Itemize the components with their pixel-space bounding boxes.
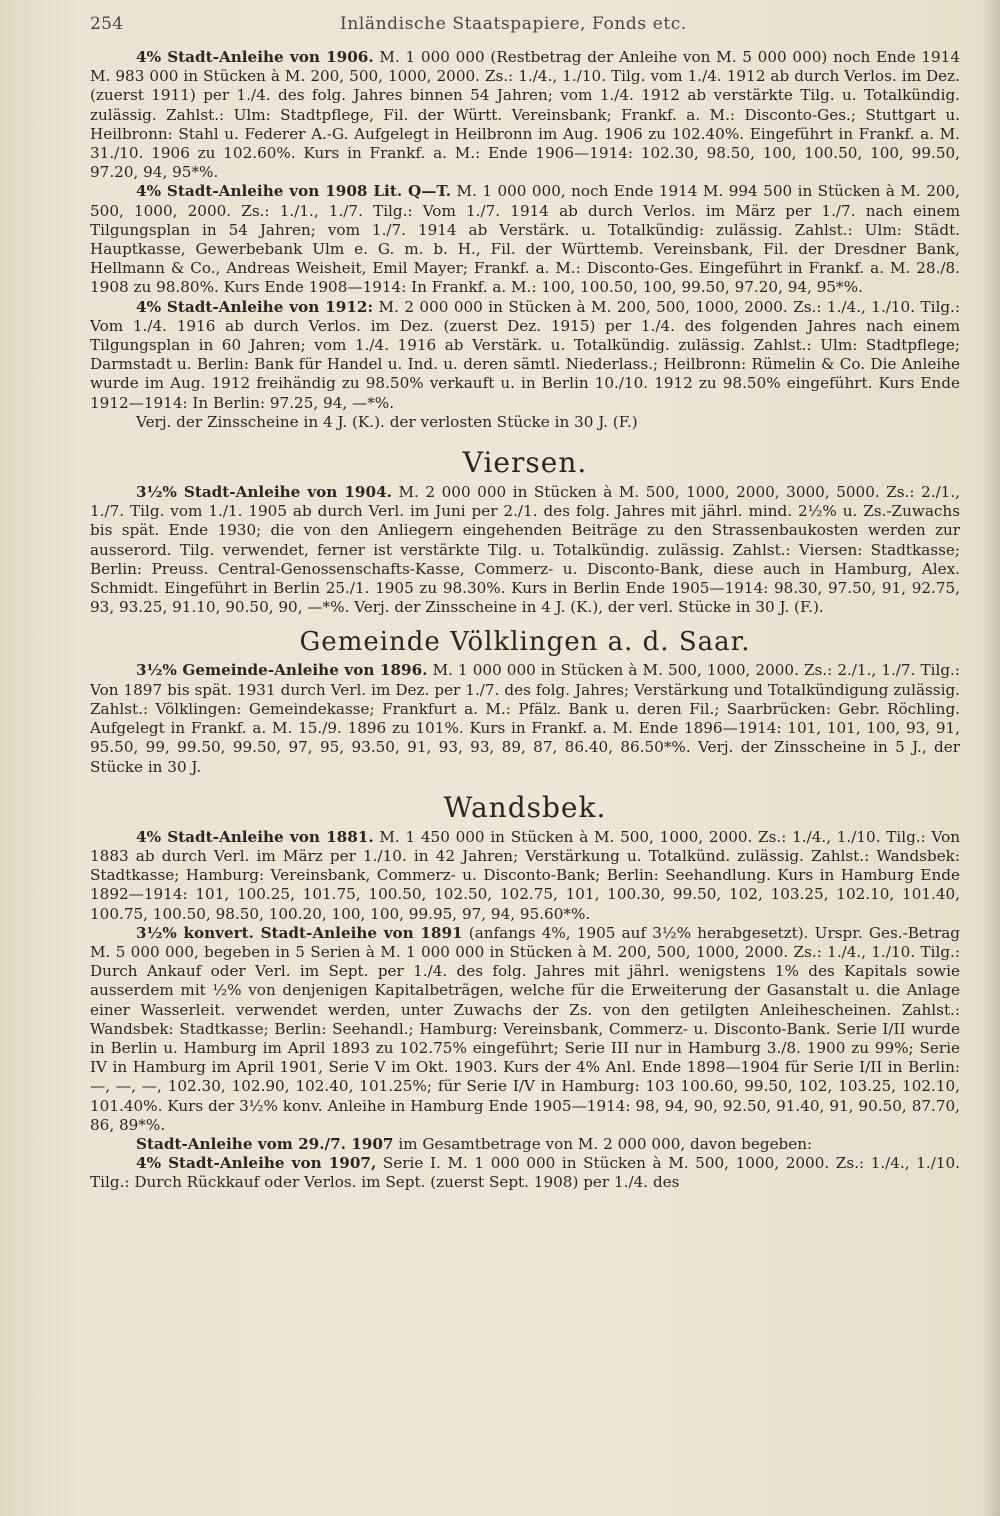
running-title: Inländische Staatspapiere, Fonds etc. (340, 14, 687, 34)
entry (90, 48, 960, 182)
section-ulm-continuation (90, 48, 960, 432)
section-title: Gemeinde Völklingen a. d. Saar. (299, 627, 751, 658)
section-title: Wandsbek. (443, 790, 607, 824)
entry-head: 4% Stadt-Anleihe von 1881. (136, 827, 374, 846)
entry-text: M. 2 000 000 in Stücken à M. 500, 1000, 2000, 3000, 5000. Zs.: 2./1., 1./7. Tilg. vom 1./1. 1905 ab durch Verl. im Juni per 2./1. des folg. Jahres mit jährl. mind. 2½% u. Zs.-Zuwachs bis spät. Ende 1930; die von den Anliegern eingehenden Beiträge zu den Strassenbaukosten werden zur ausserord. Tilg. verwendet, ferner ist verstärkte Tilg. u. Totalkündig. zulässig. Zahlst.: Viersen: Stadtkasse; Berlin: Preuss. Central-Genossenschafts-Kasse, Commerz- u. Disconto-Bank, diese auch in Hamburg, Alex. Schmidt. Eingeführt in Berlin 25./1. 1905 zu 98.30%. Kurs in Berlin Ende 1905—1914: 98.30, 97.50, 91, 92.75, 93, 93.25, 91.10, 90.50, 90, —*%. Verj. der Zinsscheine in 4 J. (K.), der verl. Stücke in 30 J. (F.). (90, 483, 960, 617)
entry-head: 4% Stadt-Anleihe von 1907, (136, 1154, 377, 1173)
entry-text: Serie I. M. 1 000 000 in Stücken à M. 500, 1000, 2000. Zs.: 1./4., 1./10. Tilg.: Durch Rückkauf oder Verlos. im Sept. (zuerst Sept. 1908) per 1./4. des (90, 1154, 960, 1192)
entry (90, 924, 960, 1135)
entry (90, 661, 960, 776)
entry-text: M. 1 000 000, noch Ende 1914 M. 994 500 in Stücken à M. 200, 500, 1000, 2000. Zs.: 1./1., 1./7. Tilg.: Vom 1./7. 1914 ab durch Verlos. im März per 1./7. nach einem Tilgungsplan in 54 Jahren; vom 1./7. 1914 ab Verstärk. u. Totalkündig: zulässig. Zahlst.: Ulm: Städt. Hauptkasse, Gewerbebank Ulm e. G. m. b. H., Fil. der Württemb. Vereinsbank, Fil. der Dresdner Bank, Hellmann & Co., Andreas Weisheit, Emil Mayer; Frankf. a. M.: Disconto-Ges. Eingeführt in Frankf. a. M. 28./8. 1908 zu 98.80%. Kurs Ende 1908—1914: In Frankf. a. M.: 100, 100.50, 100, 99.50, 97.20, 94, 95*%. (90, 182, 961, 297)
entry (90, 1154, 960, 1192)
entry-head: 3½% konvert. Stadt-Anleihe von 1891 (136, 923, 463, 942)
entry-text: M. 1 000 000 in Stücken à M. 500, 1000, 2000. Zs.: 2./1., 1./7. Tilg.: Von 1897 bis spät. 1931 durch Verl. im Dez. per 1./7. des folg. Jahres; Verstärkung und Totalkündigung zulässig. Zahlst.: Völklingen: Gemeindekasse; Frankfurt a. M.: Pfälz. Bank u. deren Fil.; Saarbrücken: Gebr. Röchling. Aufgelegt in Frankf. a. M. 15./9. 1896 zu 101%. Kurs in Frankf. a. M. Ende 1896—1914: 101, 101, 100, 93, 91, 95.50, 99, 99.50, 99.50, 97, 95, 93.50, 91, 93, 93, 89, 87, 86.40, 86.50*%. Verj. der Zinsscheine in 5 J., der Stücke in 30 J. (90, 661, 960, 776)
entry-text: M. 1 000 000 (Restbetrag der Anleihe von M. 5 000 000) noch Ende 1914 M. 983 000 in Stücken à M. 200, 500, 1000, 2000. Zs.: 1./4., 1./10. Tilg. vom 1./4. 1912 ab durch Verlos. im Dez. (zuerst 1911) per 1./4. des folg. Jahres binnen 54 Jahren; vom 1./4. 1912 ab verstärkte Tilg. u. Totalkündig. zulässig. Zahlst.: Ulm: Stadtpflege, Fil. der Württ. Vereinsbank; Frankf. a. M.: Disconto-Ges.; Stuttgart u. Heilbronn: Stahl u. Federer A.-G. Aufgelegt in Heilbronn im Aug. 1906 zu 102.40%. Eingeführt in Frankf. a. M. 31./10. 1906 zu 102.60%. Kurs in Frankf. a. M.: Ende 1906—1914: 102.30, 98.50, 100, 100.50, 100, 99.50, 97.20, 94, 95*%. (90, 48, 960, 182)
entry-text: M. 1 450 000 in Stücken à M. 500, 1000, 2000. Zs.: 1./4., 1./10. Tilg.: Von 1883 ab durch Verl. im März per 1./10. in 42 Jahren; Verstärkung u. Totalkünd. zulässig. Zahlst.: Wandsbek: Stadtkasse; Hamburg: Vereinsbank, Commerz- u. Disconto-Bank; Berlin: Seehandlung. Kurs in Hamburg Ende 1892—1914: 101, 100.25, 101.75, 100.50, 102.50, 102.75, 101, 100.30, 99.50, 102, 103.25, 102.10, 101.40, 100.75, 100.50, 98.50, 100.20, 100, 100, 99.95, 97, 94, 95.60*%. (90, 827, 960, 923)
entry (90, 828, 960, 924)
entry-head: 4% Stadt-Anleihe von 1906. (136, 48, 374, 66)
entry (90, 483, 960, 617)
entry-head: 4% Stadt-Anleihe von 1908 Lit. Q—T. (136, 182, 452, 201)
entry-head: Stadt-Anleihe vom 29./7. 1907 (136, 1134, 394, 1153)
section-viersen (90, 446, 960, 617)
entry-head: 3½% Gemeinde-Anleihe von 1896. (136, 661, 428, 680)
entry (90, 182, 960, 297)
entry-text: im Gesamtbetrage von M. 2 000 000, davon begeben: (398, 1134, 813, 1153)
verjaehrung-note: Verj. der Zinsscheine in 4 J. (K.). der verlosten Stücke in 30 J. (F.) (136, 412, 638, 431)
page-number: 254 (90, 14, 124, 34)
section-voelklingen (90, 627, 960, 776)
entry-head: 3½% Stadt-Anleihe von 1904. (136, 483, 392, 502)
page-header (90, 14, 960, 48)
section-wandsbek (90, 791, 960, 1193)
section-title: Viersen. (462, 446, 588, 480)
entry-text: (anfangs 4%, 1905 auf 3½% herabgesetzt). Urspr. Ges.-Betrag M. 5 000 000, begeben in 5 Serien à M. 1 000 000 in Stücken à M. 200, 500, 1000, 2000. Zs.: 1./4., 1./10. Tilg.: Durch Ankauf oder Verl. im Sept. per 1./4. des folg. Jahres mit jährl. wenigstens 1% des Kapitals sowie ausserdem mit ½% von denjenigen Kapitalbeträgen, welche für die Erweiterung der Gasanstalt u. die Anlage einer Wasserleit. verwendet werden, unter Zuwachs der Zs. von den getilgten Anleihescheinen. Zahlst.: Wandsbek: Stadtkasse; Berlin: Seehandl.; Hamburg: Vereinsbank, Commerz- u. Disconto-Bank. Serie I/II wurde in Berlin u. Hamburg im April 1893 zu 102.75% eingeführt; Serie III nur in Hamburg 3./8. 1900 zu 99%; Serie IV in Hamburg im April 1901, Serie V im Okt. 1903. Kurs der 4% Anl. Ende 1898—1904 für Serie I/II in Berlin: —, —, —, 102.30, 102.90, 102.40, 101.25%; für Serie I/V in Hamburg: 103 100.60, 99.50, 102, 103.25, 102.10, 101.40%. Kurs der 3½% konv. Anleihe in Hamburg Ende 1905—1914: 98, 94, 90, 92.50, 91.40, 91, 90.50, 87.70, 86, 89*%. (90, 923, 960, 1134)
entry-text: M. 2 000 000 in Stücken à M. 200, 500, 1000, 2000. Zs.: 1./4., 1./10. Tilg.: Vom 1./4. 1916 ab durch Verlos. im Dez. (zuerst Dez. 1915) per 1./4. des folgenden Jahres nach einem Tilgungsplan in 60 Jahren; vom 1./4. 1916 ab Verstärk. u. Totalkündig. zulässig. Zahlst.: Ulm: Stadtpflege; Darmstadt u. Berlin: Bank für Handel u. Ind. u. deren sämtl. Niederlass.; Heilbronn: Rümelin & Co. Die Anleihe wurde im Aug. 1912 freihändig zu 98.50% verkauft u. in Berlin 10./10. 1912 zu 98.50% eingeführt. Kurs Ende 1912—1914: In Berlin: 97.25, 94, —*%. (90, 297, 960, 412)
entry-head: 4% Stadt-Anleihe von 1912: (136, 297, 374, 316)
entry (90, 298, 960, 413)
entry (90, 1135, 960, 1154)
